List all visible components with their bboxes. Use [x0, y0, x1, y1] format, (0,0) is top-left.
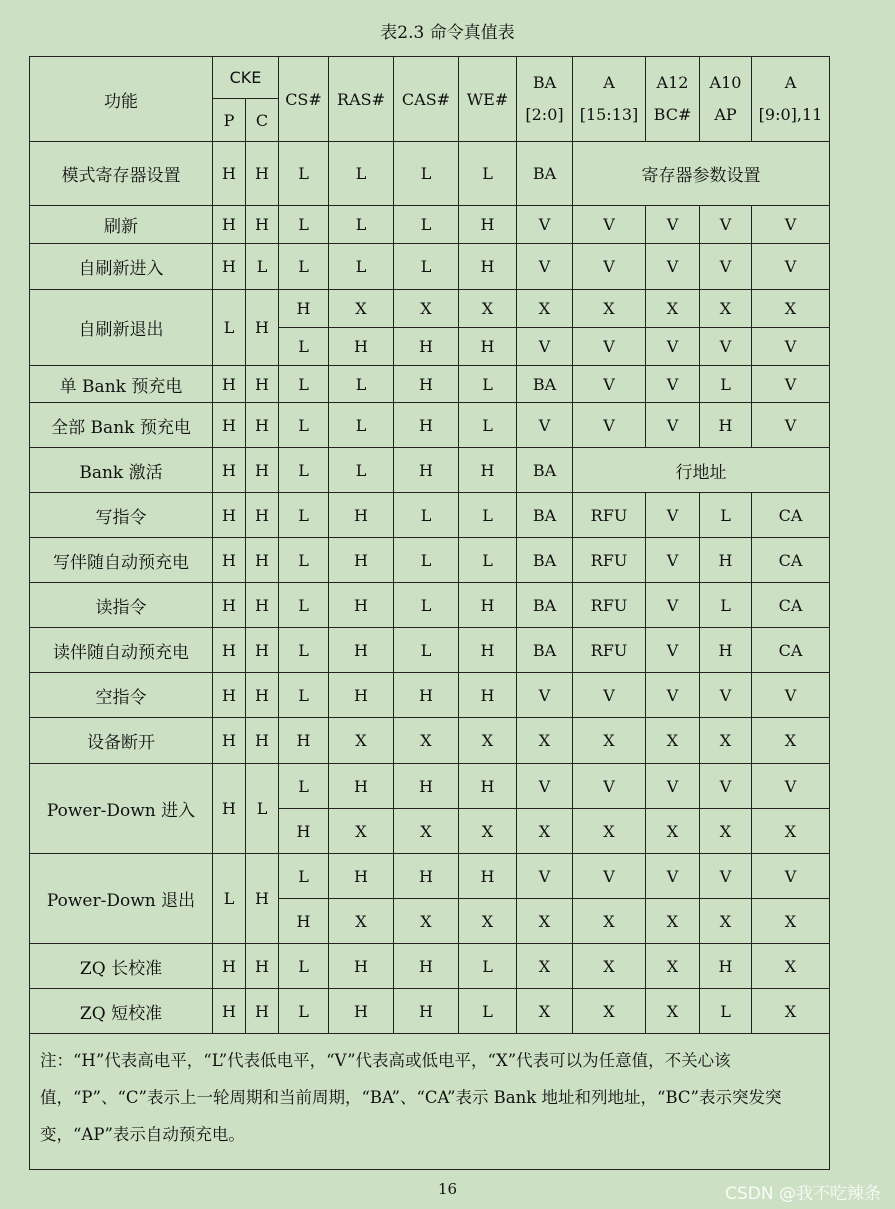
table-row [30, 206, 830, 244]
row-a10: V [700, 206, 752, 244]
row-ras: H [329, 673, 394, 718]
row-cke-c: H [246, 493, 279, 538]
row-ras: X [329, 290, 394, 328]
row-cke-p: H [213, 244, 246, 290]
row-a: X [573, 944, 646, 989]
row-a: V [573, 673, 646, 718]
row-cke-c: H [246, 583, 279, 628]
row-cs: L [279, 493, 329, 538]
row-cs: L [279, 583, 329, 628]
row-cs: L [279, 206, 329, 244]
page-number: 16 [437, 1180, 458, 1198]
row-cs: L [279, 854, 329, 899]
row-cke-p: H [213, 366, 246, 403]
row-function: ZQ 短校准 [30, 989, 213, 1034]
row-cke-c: H [246, 403, 279, 448]
row-cas: L [394, 493, 459, 538]
table-row [30, 854, 830, 899]
row-address-span: 寄存器参数设置 [573, 142, 830, 206]
header-a12-line2: BC# [653, 105, 692, 124]
row-function: 设备断开 [30, 718, 213, 764]
row-address-span: 行地址 [573, 448, 830, 493]
row-cke-c: H [246, 944, 279, 989]
row-cs: L [279, 764, 329, 809]
row-sub-ba: X [517, 809, 573, 854]
row-we: L [459, 493, 517, 538]
row-we: L [459, 989, 517, 1034]
row-ba: BA [517, 538, 573, 583]
row-a90: V [752, 764, 830, 809]
row-sub-cas: X [394, 899, 459, 944]
header-cas: CAS# [394, 57, 459, 142]
row-ba: V [517, 854, 573, 899]
row-a90: V [752, 206, 830, 244]
row-cke-c: H [246, 290, 279, 366]
header-a90 [752, 57, 830, 142]
header-ras: RAS# [329, 57, 394, 142]
row-a10: H [700, 628, 752, 673]
row-cke-p: H [213, 403, 246, 448]
row-cs: H [279, 718, 329, 764]
row-ba: V [517, 403, 573, 448]
row-a: X [573, 718, 646, 764]
table-note: 注：“H”代表高电平，“L”代表低电平，“V”代表高或低电平，“X”代表可以为任意值，不关心该值，“P”、“C”表示上一轮周期和当前周期，“BA”、“CA”表示 Bank 地址和列地址，“BC”表示突发突变，“AP”表示自动预充电。 [30, 1034, 830, 1170]
header-cs: CS# [279, 57, 329, 142]
row-sub-cas: H [394, 328, 459, 366]
row-a12: V [646, 628, 700, 673]
row-a12: V [646, 366, 700, 403]
row-function: Power-Down 进入 [30, 764, 213, 854]
row-ba: V [517, 764, 573, 809]
row-a10: V [700, 244, 752, 290]
row-a: RFU [573, 628, 646, 673]
row-cs: L [279, 538, 329, 583]
row-a12: X [646, 944, 700, 989]
row-a12: V [646, 403, 700, 448]
row-a: V [573, 403, 646, 448]
row-sub-a90: V [752, 328, 830, 366]
row-function: ZQ 长校准 [30, 944, 213, 989]
row-a90: V [752, 403, 830, 448]
row-ba: X [517, 944, 573, 989]
row-we: H [459, 628, 517, 673]
row-a90: X [752, 989, 830, 1034]
table-row [30, 673, 830, 718]
row-a10: V [700, 673, 752, 718]
row-sub-a: V [573, 328, 646, 366]
table-body [30, 142, 830, 1034]
row-a: V [573, 854, 646, 899]
row-a: X [573, 290, 646, 328]
row-function: 空指令 [30, 673, 213, 718]
row-a: V [573, 764, 646, 809]
row-cke-c: H [246, 538, 279, 583]
row-ras: L [329, 142, 394, 206]
row-cas: H [394, 366, 459, 403]
row-sub-a: X [573, 899, 646, 944]
row-a90: X [752, 944, 830, 989]
row-cke-p: H [213, 206, 246, 244]
row-a12: V [646, 854, 700, 899]
row-sub-we: X [459, 809, 517, 854]
row-cke-p: H [213, 142, 246, 206]
row-cs: L [279, 448, 329, 493]
row-a: V [573, 244, 646, 290]
row-cke-p: H [213, 538, 246, 583]
row-cke-p: H [213, 764, 246, 854]
header-ba-line1: BA [532, 73, 557, 92]
row-ba: V [517, 206, 573, 244]
row-ba: BA [517, 628, 573, 673]
header-a12 [646, 57, 700, 142]
row-ras: H [329, 944, 394, 989]
row-ras: H [329, 628, 394, 673]
header-c: C [246, 99, 279, 142]
row-cas: H [394, 673, 459, 718]
row-cas: H [394, 989, 459, 1034]
row-a90: X [752, 718, 830, 764]
row-cke-c: H [246, 854, 279, 944]
row-cke-c: H [246, 206, 279, 244]
table-row [30, 448, 830, 493]
row-cke-c: H [246, 142, 279, 206]
row-a: RFU [573, 583, 646, 628]
row-cke-p: H [213, 944, 246, 989]
row-cke-p: H [213, 718, 246, 764]
row-sub-ba: V [517, 328, 573, 366]
row-cas: L [394, 244, 459, 290]
row-function: 写伴随自动预充电 [30, 538, 213, 583]
row-function: 模式寄存器设置 [30, 142, 213, 206]
row-a12: V [646, 206, 700, 244]
row-we: L [459, 366, 517, 403]
row-cas: H [394, 403, 459, 448]
row-cs: L [279, 944, 329, 989]
row-we: L [459, 538, 517, 583]
row-a10: X [700, 718, 752, 764]
header-we: WE# [459, 57, 517, 142]
row-ba: BA [517, 142, 573, 206]
row-cas: X [394, 718, 459, 764]
table-row [30, 403, 830, 448]
row-we: H [459, 673, 517, 718]
row-function: 读伴随自动预充电 [30, 628, 213, 673]
row-ba: X [517, 290, 573, 328]
table-row [30, 244, 830, 290]
row-sub-ras: X [329, 899, 394, 944]
row-a90: CA [752, 583, 830, 628]
row-sub-we: H [459, 328, 517, 366]
command-truth-table [29, 56, 830, 1170]
header-cke: CKE [213, 57, 279, 99]
row-sub-cs: H [279, 809, 329, 854]
row-ras: H [329, 538, 394, 583]
row-a10: X [700, 290, 752, 328]
row-function: Bank 激活 [30, 448, 213, 493]
row-a90: V [752, 854, 830, 899]
row-a12: V [646, 538, 700, 583]
row-a90: X [752, 290, 830, 328]
row-a10: L [700, 366, 752, 403]
row-ba: BA [517, 583, 573, 628]
row-ras: L [329, 448, 394, 493]
row-a90: CA [752, 538, 830, 583]
table-row [30, 493, 830, 538]
row-cs: L [279, 989, 329, 1034]
row-a90: V [752, 673, 830, 718]
row-cs: L [279, 142, 329, 206]
row-cke-c: L [246, 244, 279, 290]
row-cke-p: H [213, 628, 246, 673]
row-ras: H [329, 854, 394, 899]
row-a12: V [646, 673, 700, 718]
row-cas: X [394, 290, 459, 328]
row-function: 写指令 [30, 493, 213, 538]
row-cas: L [394, 538, 459, 583]
note-row [30, 1034, 830, 1170]
row-a12: V [646, 244, 700, 290]
row-a10: L [700, 493, 752, 538]
header-a [573, 57, 646, 142]
row-a: RFU [573, 493, 646, 538]
table-row [30, 718, 830, 764]
row-a: V [573, 206, 646, 244]
row-cas: L [394, 206, 459, 244]
row-function: 自刷新进入 [30, 244, 213, 290]
row-a12: V [646, 764, 700, 809]
row-cs: L [279, 673, 329, 718]
row-a10: V [700, 764, 752, 809]
header-a10 [700, 57, 752, 142]
row-a90: CA [752, 493, 830, 538]
row-a: V [573, 366, 646, 403]
row-cke-c: H [246, 673, 279, 718]
row-sub-a12: V [646, 328, 700, 366]
row-cke-p: L [213, 854, 246, 944]
row-ba: X [517, 989, 573, 1034]
row-cke-c: L [246, 764, 279, 854]
row-ba: V [517, 244, 573, 290]
header-a-line2: [15:13] [579, 105, 639, 124]
row-cs: L [279, 244, 329, 290]
row-a12: X [646, 718, 700, 764]
row-ras: H [329, 583, 394, 628]
row-cke-c: H [246, 366, 279, 403]
row-we: H [459, 764, 517, 809]
row-sub-a12: X [646, 809, 700, 854]
row-a: X [573, 989, 646, 1034]
row-cke-p: L [213, 290, 246, 366]
row-cs: H [279, 290, 329, 328]
row-we: H [459, 583, 517, 628]
row-sub-cs: H [279, 899, 329, 944]
row-a12: X [646, 290, 700, 328]
header-func: 功能 [30, 57, 213, 142]
row-cs: L [279, 403, 329, 448]
table-row [30, 583, 830, 628]
row-we: X [459, 718, 517, 764]
watermark: CSDN @我不吃辣条 [725, 1184, 881, 1204]
row-cke-p: H [213, 989, 246, 1034]
table-row [30, 764, 830, 809]
table-row [30, 538, 830, 583]
header-ba [517, 57, 573, 142]
row-sub-cs: L [279, 328, 329, 366]
row-a10: H [700, 538, 752, 583]
table-row [30, 944, 830, 989]
table-row [30, 989, 830, 1034]
row-a90: V [752, 366, 830, 403]
row-cas: H [394, 854, 459, 899]
row-cs: L [279, 628, 329, 673]
row-we: H [459, 244, 517, 290]
header-p: P [213, 99, 246, 142]
header-a10-line1: A10 [709, 73, 742, 92]
row-sub-we: X [459, 899, 517, 944]
row-we: L [459, 142, 517, 206]
row-cke-p: H [213, 493, 246, 538]
row-function: 全部 Bank 预充电 [30, 403, 213, 448]
row-a10: V [700, 854, 752, 899]
row-sub-a10: X [700, 899, 752, 944]
row-sub-ba: X [517, 899, 573, 944]
row-we: H [459, 206, 517, 244]
row-a12: V [646, 583, 700, 628]
header-a90-line1: A [784, 73, 797, 92]
row-cke-c: H [246, 628, 279, 673]
table-row [30, 142, 830, 206]
table-caption: 表2.3 命令真值表 [380, 23, 515, 43]
row-cas: H [394, 764, 459, 809]
row-cas: L [394, 142, 459, 206]
row-ras: H [329, 764, 394, 809]
row-cke-c: H [246, 718, 279, 764]
row-ba: V [517, 673, 573, 718]
row-sub-cas: X [394, 809, 459, 854]
row-ras: L [329, 206, 394, 244]
row-sub-ras: H [329, 328, 394, 366]
header-a12-line1: A12 [656, 73, 689, 92]
header-a90-line2: [9:0],11 [758, 105, 823, 124]
row-we: L [459, 944, 517, 989]
row-ras: H [329, 493, 394, 538]
row-a90: V [752, 244, 830, 290]
row-cke-p: H [213, 673, 246, 718]
row-ba: X [517, 718, 573, 764]
row-a90: CA [752, 628, 830, 673]
header-ba-line2: [2:0] [525, 105, 564, 124]
row-sub-a10: V [700, 328, 752, 366]
row-a10: L [700, 989, 752, 1034]
row-sub-a90: X [752, 809, 830, 854]
header-a-line1: A [603, 73, 615, 92]
row-we: H [459, 854, 517, 899]
row-function: 单 Bank 预充电 [30, 366, 213, 403]
row-cke-c: H [246, 989, 279, 1034]
row-cas: L [394, 583, 459, 628]
row-cas: H [394, 448, 459, 493]
row-function: 自刷新退出 [30, 290, 213, 366]
row-ras: L [329, 403, 394, 448]
row-cas: H [394, 944, 459, 989]
row-ba: BA [517, 366, 573, 403]
row-ras: L [329, 366, 394, 403]
row-function: Power-Down 退出 [30, 854, 213, 944]
row-sub-a12: X [646, 899, 700, 944]
row-a10: L [700, 583, 752, 628]
row-ras: H [329, 989, 394, 1034]
row-ras: X [329, 718, 394, 764]
row-cke-c: H [246, 448, 279, 493]
header-a10-line2: AP [714, 105, 737, 124]
table-row [30, 628, 830, 673]
header-row [30, 57, 830, 99]
row-sub-a10: X [700, 809, 752, 854]
row-a12: X [646, 989, 700, 1034]
row-ba: BA [517, 448, 573, 493]
row-sub-a90: X [752, 899, 830, 944]
row-ba: BA [517, 493, 573, 538]
row-a12: V [646, 493, 700, 538]
row-ras: L [329, 244, 394, 290]
row-a10: H [700, 403, 752, 448]
table-row [30, 366, 830, 403]
row-a10: H [700, 944, 752, 989]
row-cas: L [394, 628, 459, 673]
row-we: X [459, 290, 517, 328]
row-function: 刷新 [30, 206, 213, 244]
row-we: L [459, 403, 517, 448]
row-sub-a: X [573, 809, 646, 854]
row-cke-p: H [213, 583, 246, 628]
row-we: H [459, 448, 517, 493]
row-cs: L [279, 366, 329, 403]
row-sub-ras: X [329, 809, 394, 854]
table-row [30, 290, 830, 328]
row-a: RFU [573, 538, 646, 583]
row-cke-p: H [213, 448, 246, 493]
row-function: 读指令 [30, 583, 213, 628]
